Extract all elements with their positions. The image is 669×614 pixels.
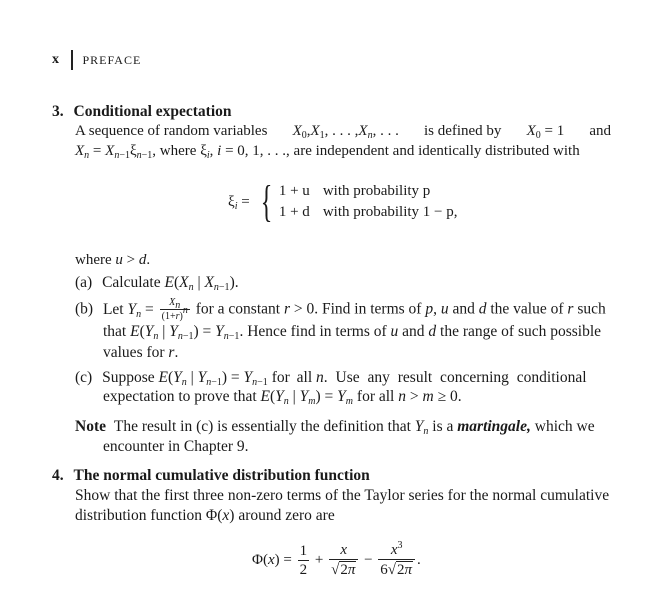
part-c-line-2	[103, 388, 462, 406]
q4-line-1	[75, 487, 609, 505]
math-n: n	[316, 369, 324, 386]
math-martingale-condition: $E(Y_n$ | $Y_{n-1}) = Y_{n-1}$	[130, 323, 240, 342]
text: , are independent and identically distributed with	[286, 143, 580, 159]
cases	[279, 183, 458, 221]
question-title: The normal cumulative distribution function	[73, 467, 370, 484]
math-index: $\xi_i$, i = 0, 1, . . .	[200, 143, 287, 161]
part-c-line-1	[75, 369, 587, 387]
part-b-line-2	[103, 323, 601, 341]
case-1-condition: with probability p	[322, 183, 431, 199]
minus-sign: −	[360, 552, 377, 569]
math-martingale-condition: $E(Y_n$ | $Y_{n-1}) = Y_{n-1}$	[158, 369, 268, 388]
case-2-value: 1 + d	[278, 204, 310, 220]
running-head: PREFACE	[82, 52, 142, 67]
math-yn: $Y_n$	[414, 418, 429, 437]
math-phi: Φ(x) =	[252, 552, 296, 569]
text: where	[75, 252, 112, 268]
fraction-x-over-sqrt: x √ 2π	[329, 543, 358, 579]
text: distribution function	[75, 507, 203, 524]
math-yn-def: $Y_n$ = $\frac{X_n}{(1+r)^n}$	[127, 297, 188, 322]
part-label: (b)	[75, 300, 94, 318]
q3-intro-line-2	[75, 143, 580, 160]
text: , where	[152, 143, 197, 159]
text: Show that the first three non-zero terms of the Taylor series for the normal cumulative	[75, 487, 610, 504]
math-initial: $X_0 = 1$	[526, 123, 565, 141]
math-condition: u > d.	[115, 252, 151, 268]
part-label: (c)	[75, 369, 93, 386]
text: encounter in Chapter 9.	[103, 438, 249, 455]
text: . Use any result concerning conditional	[323, 369, 587, 386]
text: Calculate	[102, 274, 161, 291]
text: for a constant	[195, 300, 281, 318]
note-label: Note	[75, 418, 106, 435]
text: expectation to prove that	[103, 388, 257, 405]
period: .	[417, 552, 421, 569]
fraction: $\frac{X_n}{(1+r)^n}$	[161, 297, 188, 322]
question-4-heading	[52, 467, 370, 485]
math-phi: Φ(x)	[205, 507, 235, 524]
math-xi: $\xi_i$ =	[228, 193, 250, 212]
text: that	[103, 323, 127, 340]
part-a	[75, 274, 239, 292]
math-vars: u and d	[390, 323, 437, 340]
header-divider	[71, 50, 73, 70]
text: the range of such possible	[440, 323, 602, 340]
plus-sign: +	[311, 552, 328, 569]
question-number: 4.	[52, 467, 64, 484]
part-label: (a)	[75, 274, 93, 291]
where-clause	[75, 252, 150, 269]
text: and	[589, 123, 611, 139]
text: for all	[356, 388, 395, 405]
q3-intro-line-1	[75, 123, 611, 140]
math-result: $E(Y_n$ | $Y_m) = Y_m$	[260, 388, 354, 407]
text: . Find in terms of	[314, 300, 422, 318]
question-number: 3.	[52, 103, 64, 120]
q4-line-2	[75, 507, 335, 525]
text: is defined by	[423, 123, 502, 139]
math-expectation: $E(X_n$ | $X_{n-1}$).	[164, 274, 239, 293]
text: . Hence find in terms of	[239, 323, 387, 340]
emphasis-term: martingale,	[457, 418, 531, 435]
fraction-half: $\frac{1}{2}$	[299, 542, 308, 578]
math-r: r	[567, 300, 574, 318]
case-2-condition: with probability 1 − p,	[322, 204, 458, 220]
page-number: x	[52, 52, 59, 67]
text: is a	[432, 418, 454, 435]
text: A sequence of random variables	[75, 123, 268, 139]
text: values for	[103, 344, 165, 361]
case-1-value: 1 + u	[278, 183, 310, 199]
question-3-heading	[52, 103, 232, 121]
taylor-expansion	[252, 540, 421, 579]
text: The result in (c) is essentially the definition that	[113, 418, 411, 435]
left-brace: {	[260, 177, 273, 226]
part-b-line-3	[103, 344, 178, 362]
math-r: r.	[168, 344, 179, 361]
note-line-1	[75, 418, 595, 436]
page-header	[52, 50, 141, 70]
xi-definition	[228, 177, 458, 226]
text: such	[577, 300, 606, 318]
math-vars: p, u and d	[425, 300, 487, 318]
text: for all	[271, 369, 313, 386]
part-b-line-1	[75, 298, 606, 322]
math-recursion: $X_n = X_{n-1}\xi_{n-1}$	[75, 143, 153, 161]
text: Suppose	[102, 369, 155, 386]
question-title: Conditional expectation	[73, 103, 232, 120]
fraction-x3-over-6sqrt: $x^3$ 6 √ 2π	[378, 543, 415, 579]
text: Let	[102, 300, 124, 318]
math-range: n > m ≥ 0.	[398, 388, 462, 405]
text: the value of	[490, 300, 564, 318]
text: around zero are	[238, 507, 335, 524]
math-r: r > 0	[283, 300, 315, 318]
math-sequence: $X_0,X_1$, . . . $,X_n$, . . .	[292, 123, 399, 141]
text: which we	[534, 418, 595, 435]
note-line-2	[103, 438, 248, 456]
